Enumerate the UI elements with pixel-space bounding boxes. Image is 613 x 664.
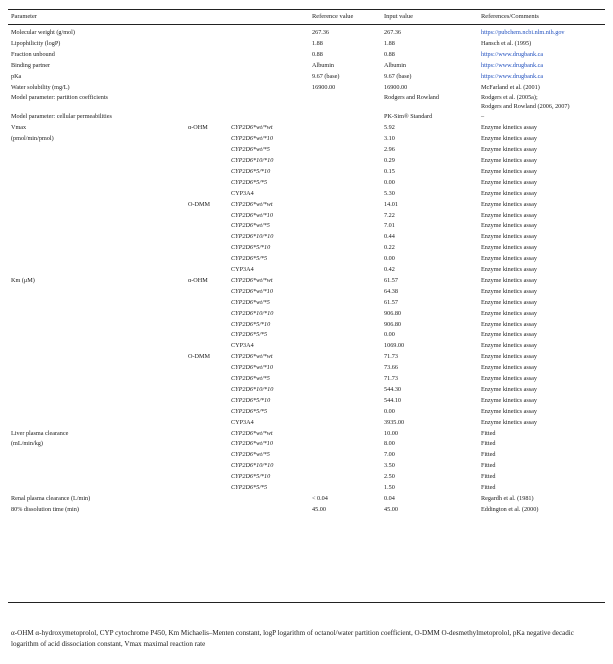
cell-input-value: 0.22 [384, 244, 395, 252]
cell-reference: Enzyme kinetics assay [481, 200, 538, 208]
table-row [0, 264, 613, 275]
cell-input-value: 71.73 [384, 375, 398, 382]
table-row [0, 60, 613, 71]
cell-input-value: 16900.00 [384, 83, 408, 91]
table-row [0, 428, 613, 439]
table-row [0, 460, 613, 471]
top-rule [8, 9, 605, 10]
header-reference-value: Reference value [312, 13, 354, 20]
cell-enzyme: CYP2D6*wt/*wt [231, 124, 273, 132]
cell-input-value: 544.30 [384, 385, 402, 393]
cell-parameter: Fraction unbound [11, 50, 55, 58]
cell-parameter: Km (μM) [11, 276, 35, 284]
cell-input-value: 61.57 [384, 276, 398, 284]
table-row [0, 340, 613, 351]
table-row [0, 493, 613, 504]
cell-input-value: 544.10 [384, 396, 402, 404]
cell-reference-value: 9.67 (base) [312, 72, 340, 80]
cell-reference: Fitted [481, 440, 496, 448]
table-row [0, 329, 613, 340]
table-row [0, 438, 613, 449]
cell-enzyme: CYP2D6*wt/*10 [231, 135, 273, 143]
table-row [0, 471, 613, 482]
table-row [0, 308, 613, 319]
cell-input-value: 0.00 [384, 407, 395, 415]
cell-enzyme: CYP3A4 [231, 189, 254, 197]
cell-parameter: Renal plasma clearance (L/min) [11, 494, 91, 502]
cell-input-value: 61.57 [384, 298, 398, 306]
cell-enzyme: CYP2D6*5/*10 [231, 320, 271, 328]
cell-enzyme: CYP2D6*wt/*5 [231, 146, 270, 154]
table-row [0, 210, 613, 221]
cell-reference: Fitted [481, 484, 496, 491]
cell-reference: Fitted [481, 451, 496, 459]
cell-reference-continued: Rodgers and Rowland (2006, 2007) [481, 102, 570, 110]
cell-enzyme: CYP3A4 [231, 266, 254, 273]
cell-metabolite: O-DMM [188, 200, 211, 208]
cell-metabolite: α-OHM [188, 276, 208, 284]
cell-enzyme: CYP2D6*wt/*10 [231, 364, 273, 372]
cell-enzyme: CYP2D6*wt/*10 [231, 440, 273, 448]
cell-enzyme: CYP2D6*wt/*10 [231, 287, 273, 295]
cell-input-value: 7.01 [384, 222, 395, 230]
cell-reference: Enzyme kinetics assay [481, 135, 538, 143]
table-row [0, 286, 613, 297]
cell-reference: Enzyme kinetics assay [481, 167, 538, 175]
header-references: References/Comments [481, 13, 539, 20]
cell-reference: Enzyme kinetics assay [481, 266, 538, 273]
cell-reference: Enzyme kinetics assay [481, 407, 538, 415]
cell-enzyme: CYP2D6*5/*5 [231, 178, 268, 186]
cell-parameter: Model parameter: partition coefficients [11, 94, 108, 102]
cell-enzyme: CYP2D6*5/*5 [231, 331, 268, 339]
table-row [0, 177, 613, 188]
cell-enzyme: CYP2D6*10/*10 [231, 157, 274, 164]
cell-reference: Enzyme kinetics assay [481, 157, 538, 164]
cell-input-value: 5.92 [384, 124, 395, 132]
cell-input-value: 906.80 [384, 320, 402, 328]
table-row [0, 275, 613, 286]
cell-input-value: 5.30 [384, 189, 395, 197]
cell-reference: McFarland et al. (2001) [481, 83, 540, 91]
cell-reference[interactable]: https://www.drugbank.ca [481, 61, 544, 69]
table-row [0, 319, 613, 330]
cell-input-value: 14.01 [384, 200, 398, 208]
cell-parameter: Liver plasma clearance [11, 429, 69, 437]
cell-enzyme: CYP2D6*wt/*5 [231, 298, 270, 306]
cell-input-value: 0.00 [384, 178, 395, 186]
cell-input-value: Albumin [384, 61, 407, 69]
cell-input-value: 73.66 [384, 364, 398, 372]
cell-reference: Enzyme kinetics assay [481, 146, 538, 154]
cell-reference: Enzyme kinetics assay [481, 222, 538, 230]
cell-reference-value: 0.88 [312, 50, 323, 58]
cell-reference: – [481, 113, 485, 121]
table-row [0, 71, 613, 82]
cell-reference: Enzyme kinetics assay [481, 320, 538, 328]
cell-reference: Enzyme kinetics assay [481, 385, 538, 393]
cell-input-value: 0.04 [384, 494, 395, 502]
cell-reference: Enzyme kinetics assay [481, 298, 538, 306]
cell-reference: Enzyme kinetics assay [481, 276, 538, 284]
cell-reference-value: 267.36 [312, 29, 330, 36]
table-row [0, 362, 613, 373]
cell-enzyme: CYP2D6*wt/*wt [231, 276, 273, 284]
cell-reference: Fitted [481, 462, 496, 470]
table-row-continuation [0, 101, 613, 112]
cell-reference-value: 1.88 [312, 39, 323, 47]
table-row [0, 166, 613, 177]
cell-enzyme: CYP2D6*10/*10 [231, 462, 274, 470]
cell-input-value: 7.22 [384, 211, 395, 219]
table-caption: α-OHM α-hydroxymetoprolol, CYP cytochrome P450, Km Michaelis–Menten constant, logP logarithm of octanol/water partition coefficient, O-DMM O-desmethylmetoprolol, pKa negative decadic logarithm of acid dissociation constant, Vmax maximal reaction rate [11, 629, 574, 648]
cell-input-value: 0.00 [384, 255, 395, 263]
cell-reference: Enzyme kinetics assay [481, 255, 538, 263]
cell-parameter-unit: (mL/min/kg) [11, 440, 43, 448]
table-row [0, 449, 613, 460]
cell-reference: Enzyme kinetics assay [481, 375, 538, 382]
cell-reference: Rodgers et al. (2005a); [481, 94, 538, 102]
cell-reference: Eddington et al. (2000) [481, 505, 539, 513]
table-row [0, 188, 613, 199]
table-row [0, 395, 613, 406]
cell-enzyme: CYP2D6*wt/*5 [231, 375, 270, 382]
table-row [0, 406, 613, 417]
cell-reference: Enzyme kinetics assay [481, 124, 538, 132]
cell-input-value: 1069.00 [384, 342, 405, 350]
cell-enzyme: CYP3A4 [231, 342, 254, 350]
cell-input-value: 71.73 [384, 353, 398, 361]
cell-input-value: PK-Sim® Standard [384, 113, 433, 121]
header-rule [8, 24, 605, 25]
cell-input-value: 0.00 [384, 331, 395, 339]
cell-reference: Regardh et al. (1981) [481, 494, 534, 502]
cell-metabolite: α-OHM [188, 124, 208, 132]
cell-parameter: Lipophilicity (logP) [11, 39, 61, 47]
table-row [0, 220, 613, 231]
cell-reference: Enzyme kinetics assay [481, 418, 538, 426]
table-row [0, 38, 613, 49]
table-row [0, 82, 613, 93]
cell-reference: Enzyme kinetics assay [481, 189, 538, 197]
cell-input-value: 0.44 [384, 233, 395, 241]
table-row [0, 27, 613, 38]
cell-reference: Enzyme kinetics assay [481, 309, 538, 317]
header-input-value: Input value [384, 13, 413, 20]
table-row [0, 231, 613, 242]
cell-input-value: 0.88 [384, 50, 395, 58]
cell-input-value: 0.15 [384, 167, 395, 175]
cell-input-value: 906.80 [384, 309, 402, 317]
cell-input-value: 45.00 [384, 505, 398, 513]
cell-input-value: 9.67 (base) [384, 72, 412, 80]
cell-enzyme: CYP2D6*wt/*wt [231, 353, 273, 361]
cell-reference: Fitted [481, 473, 496, 481]
cell-input-value: 0.29 [384, 157, 395, 164]
cell-reference[interactable]: https://www.drugbank.ca [481, 50, 544, 58]
cell-enzyme: CYP2D6*5/*5 [231, 484, 268, 491]
cell-reference: Enzyme kinetics assay [481, 364, 538, 372]
cell-enzyme: CYP2D6*5/*5 [231, 407, 268, 415]
cell-parameter: Binding partner [11, 61, 51, 69]
table-row [0, 242, 613, 253]
cell-enzyme: CYP2D6*5/*5 [231, 255, 268, 263]
cell-reference: Enzyme kinetics assay [481, 287, 538, 295]
cell-reference-value: 16900.00 [312, 83, 336, 91]
table-row [0, 297, 613, 308]
cell-enzyme: CYP3A4 [231, 418, 254, 426]
header-parameter: Parameter [11, 13, 37, 20]
bottom-rule [8, 602, 605, 603]
table-row [0, 351, 613, 362]
cell-reference: Hansch et al. (1995) [481, 39, 532, 47]
table-row [0, 417, 613, 428]
table-row [0, 384, 613, 395]
cell-enzyme: CYP2D6*wt/*5 [231, 451, 270, 459]
cell-reference: Enzyme kinetics assay [481, 331, 538, 339]
cell-enzyme: CYP2D6*5/*10 [231, 396, 271, 404]
cell-enzyme: CYP2D6*10/*10 [231, 309, 274, 317]
cell-input-value: 3935.00 [384, 418, 405, 426]
cell-metabolite: O-DMM [188, 353, 211, 361]
cell-input-value: 7.00 [384, 451, 395, 459]
table-row [0, 373, 613, 384]
cell-input-value: 0.42 [384, 266, 395, 273]
cell-reference: Enzyme kinetics assay [481, 353, 538, 361]
table-header [0, 11, 613, 22]
cell-parameter: Vmax [11, 124, 27, 132]
cell-input-value: Rodgers and Rowland [384, 94, 439, 102]
cell-input-value: 3.50 [384, 462, 395, 470]
cell-reference-value: Albumin [312, 61, 335, 69]
cell-reference[interactable]: https://www.drugbank.ca [481, 72, 544, 80]
cell-enzyme: CYP2D6*5/*10 [231, 244, 271, 252]
cell-parameter-unit: (pmol/min/pmol) [11, 135, 54, 143]
cell-enzyme: CYP2D6*wt/*wt [231, 429, 273, 437]
table-row [0, 144, 613, 155]
cell-enzyme: CYP2D6*10/*10 [231, 233, 274, 241]
cell-reference: Enzyme kinetics assay [481, 211, 538, 219]
cell-enzyme: CYP2D6*wt/*10 [231, 211, 273, 219]
cell-input-value: 267.36 [384, 29, 402, 36]
table-row [0, 122, 613, 133]
cell-input-value: 1.88 [384, 39, 395, 47]
cell-reference: Fitted [481, 429, 496, 437]
cell-enzyme: CYP2D6*5/*10 [231, 473, 271, 481]
cell-input-value: 8.00 [384, 440, 395, 448]
cell-reference: Enzyme kinetics assay [481, 342, 538, 350]
cell-reference: Enzyme kinetics assay [481, 244, 538, 252]
table-row [0, 253, 613, 264]
cell-enzyme: CYP2D6*wt/*5 [231, 222, 270, 230]
cell-input-value: 10.00 [384, 429, 398, 437]
table-row [0, 155, 613, 166]
table-row [0, 49, 613, 60]
table-row [0, 482, 613, 493]
cell-reference: Enzyme kinetics assay [481, 396, 538, 404]
cell-reference[interactable]: https://pubchem.ncbi.nlm.nih.gov [481, 29, 565, 36]
cell-reference-value: 45.00 [312, 505, 326, 513]
cell-enzyme: CYP2D6*5/*10 [231, 167, 271, 175]
cell-input-value: 2.50 [384, 473, 395, 481]
cell-enzyme: CYP2D6*10/*10 [231, 385, 274, 393]
cell-parameter: Model parameter: cellular permeabilities [11, 113, 112, 121]
cell-reference: Enzyme kinetics assay [481, 233, 538, 241]
table-row [0, 111, 613, 122]
cell-input-value: 64.38 [384, 287, 398, 295]
cell-parameter: pKa [11, 72, 22, 80]
table-row [0, 199, 613, 210]
table-row [0, 504, 613, 515]
cell-reference-value: < 0.04 [312, 494, 328, 502]
cell-parameter: Water solubility (mg/L) [11, 83, 70, 91]
cell-input-value: 3.10 [384, 135, 395, 143]
cell-input-value: 1.50 [384, 484, 395, 491]
cell-parameter: Molecular weight (g/mol) [11, 29, 75, 36]
cell-enzyme: CYP2D6*wt/*wt [231, 200, 273, 208]
table-row [0, 133, 613, 144]
cell-input-value: 2.96 [384, 146, 395, 154]
cell-reference: Enzyme kinetics assay [481, 178, 538, 186]
cell-parameter: 80% dissolution time (min) [11, 505, 79, 513]
